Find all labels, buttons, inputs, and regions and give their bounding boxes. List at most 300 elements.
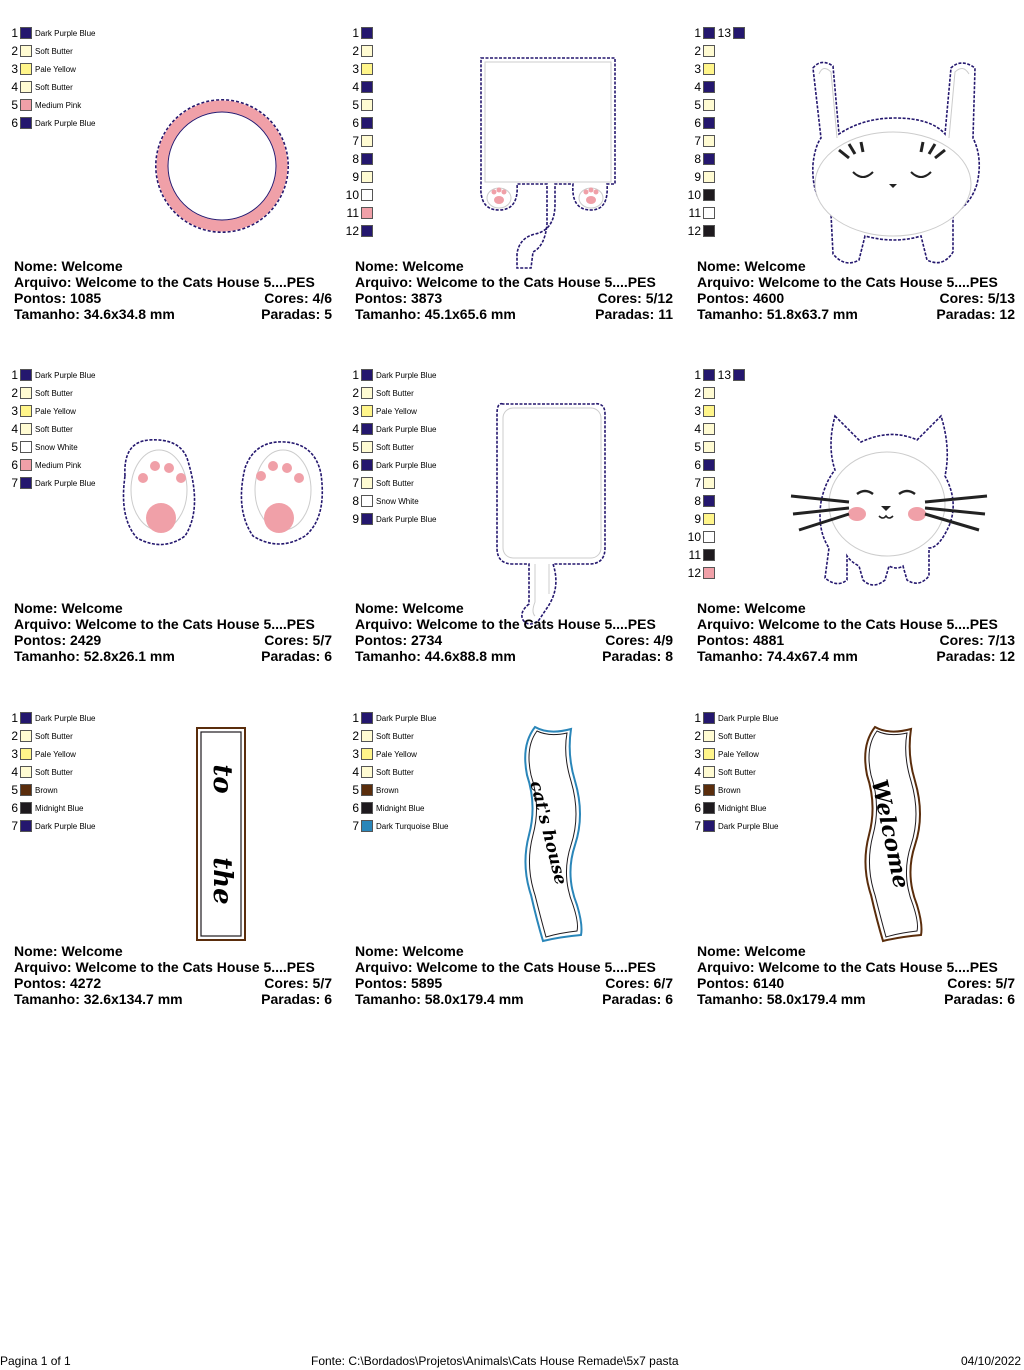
palette-row [0, 783, 58, 797]
design-name-label: Nome: [355, 600, 399, 616]
color-name: Medium Pink [35, 100, 82, 110]
color-name: Dark Purple Blue [35, 821, 96, 831]
palette-number: 3 [352, 747, 359, 761]
palette-number: 4 [11, 80, 18, 94]
color-swatch [20, 441, 32, 453]
palette-number: 5 [11, 440, 18, 454]
color-swatch [20, 477, 32, 489]
design-size-value: 74.4x67.4 mm [766, 648, 858, 664]
print-date: 04/10/2022 [961, 1354, 1022, 1368]
palette-row [341, 765, 414, 779]
palette-row [341, 188, 373, 202]
color-swatch [703, 766, 715, 778]
design-info [697, 258, 1015, 322]
color-count-label: Cores: [264, 632, 309, 648]
file-name-label: Arquivo: [355, 274, 413, 290]
color-swatch [703, 423, 715, 435]
palette-number: 7 [694, 819, 701, 833]
color-swatch [361, 63, 373, 75]
palette-number: 10 [687, 188, 701, 202]
stop-count-value: 5 [324, 306, 332, 322]
palette-number: 11 [688, 206, 701, 220]
palette-number: 13 [717, 26, 731, 40]
palette-number: 3 [11, 404, 18, 418]
design-name-label: Nome: [14, 943, 58, 959]
color-swatch [361, 117, 373, 129]
design-size-label: Tamanho: [355, 991, 421, 1007]
stitch-count-value: 2734 [411, 632, 443, 648]
color-swatch [361, 477, 373, 489]
info-row [355, 975, 673, 991]
info-row [14, 632, 332, 648]
color-name: Soft Butter [35, 767, 73, 777]
color-name: Dark Purple Blue [35, 370, 96, 380]
palette-row [341, 747, 417, 761]
color-swatch [361, 81, 373, 93]
color-swatch [20, 45, 32, 57]
welcome-banner-design [849, 725, 929, 943]
palette-number: 5 [694, 783, 701, 797]
stop-count-value: 12 [999, 306, 1015, 322]
design-size-label: Tamanho: [14, 648, 80, 664]
design-card [0, 26, 330, 356]
banner-text-welcome: Welcome [865, 777, 915, 891]
palette-number: 4 [11, 765, 18, 779]
color-count-label: Cores: [605, 632, 650, 648]
color-swatch [361, 748, 373, 760]
color-name: Soft Butter [35, 388, 73, 398]
design-name-label: Nome: [355, 943, 399, 959]
palette-row [683, 386, 715, 400]
color-count-value: 7/13 [987, 632, 1015, 648]
color-swatch [20, 405, 32, 417]
palette-number: 1 [352, 711, 359, 725]
palette-number: 13 [717, 368, 731, 382]
color-swatch [20, 820, 32, 832]
stitch-count-value: 4881 [753, 632, 785, 648]
design-name-label: Nome: [697, 258, 741, 274]
stop-count-value: 6 [665, 991, 673, 1007]
stop-count-value: 6 [324, 648, 332, 664]
palette-number: 8 [352, 152, 359, 166]
color-swatch [361, 712, 373, 724]
palette-row [341, 368, 436, 382]
palette-row [0, 440, 78, 454]
color-name: Dark Purple Blue [376, 713, 437, 723]
design-name-value: Welcome [61, 258, 123, 274]
palette-row [0, 80, 73, 94]
info-row [697, 975, 1015, 991]
palette-number: 5 [694, 440, 701, 454]
info-row [14, 600, 332, 616]
palette-row [683, 170, 715, 184]
palette-number: 4 [352, 765, 359, 779]
palette-number: 7 [352, 819, 359, 833]
stitch-count-label: Pontos: [355, 290, 408, 306]
color-name: Dark Purple Blue [376, 370, 437, 380]
color-swatch [703, 153, 715, 165]
palette-row [0, 98, 81, 112]
palette-number: 8 [694, 494, 701, 508]
palette-number: 3 [694, 747, 701, 761]
palette-number: 3 [694, 62, 701, 76]
palette-number: 5 [352, 783, 359, 797]
palette-row [341, 404, 417, 418]
color-swatch [20, 459, 32, 471]
palette-number: 1 [11, 368, 18, 382]
palette-row [683, 224, 715, 238]
info-row [14, 943, 332, 959]
stop-count-value: 12 [999, 648, 1015, 664]
info-row [355, 959, 673, 975]
design-card [0, 368, 330, 698]
stop-count-value: 11 [658, 306, 673, 322]
palette-row [683, 711, 778, 725]
design-size-label: Tamanho: [697, 306, 763, 322]
design-size-value: 58.0x179.4 mm [766, 991, 866, 1007]
design-name-value: Welcome [61, 600, 123, 616]
design-size-value: 51.8x63.7 mm [766, 306, 858, 322]
palette-row [683, 783, 741, 797]
design-size-label: Tamanho: [697, 648, 763, 664]
color-count-value: 5/12 [645, 290, 673, 306]
color-swatch [703, 99, 715, 111]
file-name-label: Arquivo: [14, 959, 72, 975]
palette-row [0, 747, 76, 761]
stitch-count-value: 6140 [753, 975, 785, 991]
color-swatch [361, 135, 373, 147]
palette-row [683, 819, 778, 833]
palette-row [341, 152, 373, 166]
palette-row [683, 98, 715, 112]
design-name-value: Welcome [402, 943, 464, 959]
stop-count-label: Paradas: [602, 991, 662, 1007]
design-name-label: Nome: [14, 258, 58, 274]
file-name-label: Arquivo: [355, 616, 413, 632]
file-name-value: Welcome to the Cats House 5....PES [416, 959, 656, 975]
stitch-count-label: Pontos: [355, 975, 408, 991]
palette-number: 2 [352, 729, 359, 743]
color-swatch [361, 171, 373, 183]
color-swatch [361, 513, 373, 525]
palette-number: 6 [352, 801, 359, 815]
palette-row [683, 422, 715, 436]
color-name: Soft Butter [35, 82, 73, 92]
design-size-label: Tamanho: [697, 991, 763, 1007]
palette-row [341, 62, 373, 76]
color-name: Dark Purple Blue [376, 514, 437, 524]
palette-number: 10 [345, 188, 359, 202]
palette-row [341, 386, 414, 400]
design-info [355, 258, 673, 322]
file-name-value: Welcome to the Cats House 5....PES [758, 274, 998, 290]
design-size-value: 58.0x179.4 mm [424, 991, 524, 1007]
palette-number: 3 [352, 404, 359, 418]
file-name-value: Welcome to the Cats House 5....PES [758, 959, 998, 975]
palette-row [683, 440, 715, 454]
palette-row [341, 476, 414, 490]
palette-number: 5 [11, 98, 18, 112]
palette-row [341, 134, 373, 148]
stop-count-label: Paradas: [595, 306, 655, 322]
palette-row [683, 729, 756, 743]
stop-count-label: Paradas: [936, 306, 996, 322]
color-name: Brown [718, 785, 741, 795]
color-swatch [703, 45, 715, 57]
design-card [0, 711, 330, 1041]
info-row [14, 290, 332, 306]
color-swatch [703, 784, 715, 796]
file-name-label: Arquivo: [14, 274, 72, 290]
palette-row [683, 476, 715, 490]
palette-number: 4 [694, 80, 701, 94]
palette-row [0, 711, 95, 725]
color-swatch [703, 513, 715, 525]
design-info [697, 943, 1015, 1007]
info-row [697, 258, 1015, 274]
color-swatch [361, 820, 373, 832]
color-swatch [20, 748, 32, 760]
palette-row [683, 404, 715, 418]
info-row [355, 274, 673, 290]
palette-row [683, 44, 715, 58]
stitch-count-label: Pontos: [14, 975, 67, 991]
palette-number: 11 [346, 206, 359, 220]
color-name: Soft Butter [376, 767, 414, 777]
design-info [355, 943, 673, 1007]
color-name: Pale Yellow [35, 64, 76, 74]
color-count-label: Cores: [947, 975, 992, 991]
stop-count-value: 8 [665, 648, 673, 664]
palette-row [341, 711, 436, 725]
palette-number: 5 [352, 98, 359, 112]
palette-row [683, 188, 715, 202]
color-swatch [703, 171, 715, 183]
palette-row [341, 26, 373, 40]
palette-row [683, 62, 715, 76]
palette-row [0, 44, 73, 58]
color-swatch [703, 441, 715, 453]
design-card [683, 711, 1013, 1041]
color-name: Soft Butter [376, 731, 414, 741]
color-count-value: 5/7 [312, 975, 332, 991]
file-name-value: Welcome to the Cats House 5....PES [416, 616, 656, 632]
color-count-label: Cores: [264, 975, 309, 991]
info-row [14, 959, 332, 975]
color-count-label: Cores: [597, 290, 642, 306]
info-row [697, 306, 1015, 322]
palette-number: 9 [352, 512, 359, 526]
info-row [355, 991, 673, 1007]
color-swatch [361, 784, 373, 796]
color-swatch [733, 369, 745, 381]
palette-number: 9 [694, 170, 701, 184]
palette-row [0, 404, 76, 418]
color-swatch [703, 802, 715, 814]
color-name: Soft Butter [35, 731, 73, 741]
design-name-label: Nome: [355, 258, 399, 274]
palette-row [341, 801, 424, 815]
design-info [14, 600, 332, 664]
stitch-count-value: 4272 [70, 975, 102, 991]
info-row [355, 290, 673, 306]
palette-number: 6 [352, 116, 359, 130]
banner-text-to: to [207, 764, 237, 794]
color-swatch [703, 63, 715, 75]
design-info [355, 600, 673, 664]
palette-number: 6 [11, 801, 18, 815]
color-count-value: 5/7 [312, 632, 332, 648]
palette-number: 7 [352, 476, 359, 490]
info-row [697, 600, 1015, 616]
design-size-label: Tamanho: [14, 306, 80, 322]
palette-number: 12 [345, 224, 359, 238]
color-name: Dark Purple Blue [35, 478, 96, 488]
palette-number: 7 [694, 134, 701, 148]
palette-number: 3 [11, 747, 18, 761]
palette-number: 2 [694, 729, 701, 743]
design-card [341, 26, 671, 356]
color-name: Brown [376, 785, 399, 795]
color-name: Pale Yellow [35, 406, 76, 416]
palette-number: 2 [11, 44, 18, 58]
palette-row [0, 819, 95, 833]
info-row [697, 991, 1015, 1007]
palette-row [683, 747, 759, 761]
color-count-value: 6/7 [653, 975, 673, 991]
color-count-label: Cores: [605, 975, 650, 991]
color-swatch [361, 441, 373, 453]
color-name: Dark Purple Blue [718, 713, 779, 723]
color-swatch [20, 27, 32, 39]
stitch-count-label: Pontos: [14, 632, 67, 648]
color-name: Pale Yellow [376, 406, 417, 416]
color-swatch [20, 423, 32, 435]
stop-count-value: 6 [1007, 991, 1015, 1007]
palette-row [683, 530, 715, 544]
color-swatch [20, 730, 32, 742]
info-row [355, 258, 673, 274]
color-name: Soft Butter [718, 731, 756, 741]
color-swatch [361, 387, 373, 399]
stop-count-label: Paradas: [261, 306, 321, 322]
info-row [14, 648, 332, 664]
palette-number: 5 [352, 440, 359, 454]
color-name: Dark Turquoise Blue [376, 821, 449, 831]
design-info [697, 600, 1015, 664]
color-swatch [20, 802, 32, 814]
palette-row [0, 458, 81, 472]
file-name-label: Arquivo: [14, 616, 72, 632]
palette-number: 11 [688, 548, 701, 562]
color-name: Medium Pink [35, 460, 82, 470]
palette-number: 10 [687, 530, 701, 544]
ring-design [140, 86, 290, 256]
palette-row [683, 26, 745, 40]
color-swatch [703, 495, 715, 507]
info-row [697, 648, 1015, 664]
stop-count-value: 6 [324, 991, 332, 1007]
color-name: Brown [35, 785, 58, 795]
color-swatch [703, 531, 715, 543]
color-name: Soft Butter [35, 46, 73, 56]
design-name-value: Welcome [402, 258, 464, 274]
color-name: Dark Purple Blue [376, 424, 437, 434]
info-row [355, 632, 673, 648]
palette-number: 2 [352, 44, 359, 58]
color-swatch [361, 459, 373, 471]
info-row [14, 306, 332, 322]
color-name: Dark Purple Blue [718, 821, 779, 831]
palette-row [341, 422, 436, 436]
info-row [14, 975, 332, 991]
color-count-value: 5/7 [995, 975, 1015, 991]
color-swatch [361, 730, 373, 742]
hanging-cat-back-design [471, 54, 631, 276]
palette-row [683, 116, 715, 130]
stitch-count-value: 2429 [70, 632, 102, 648]
stitch-count-value: 5895 [411, 975, 443, 991]
stop-count-label: Paradas: [261, 991, 321, 1007]
color-swatch [361, 766, 373, 778]
color-swatch [703, 81, 715, 93]
design-size-value: 52.8x26.1 mm [83, 648, 175, 664]
palette-number: 4 [11, 422, 18, 436]
design-name-value: Welcome [744, 943, 806, 959]
palette-row [0, 765, 73, 779]
color-count-label: Cores: [939, 632, 984, 648]
info-row [697, 943, 1015, 959]
color-name: Snow White [35, 442, 78, 452]
palette-row [341, 458, 436, 472]
palette-number: 1 [11, 26, 18, 40]
palette-row [341, 494, 419, 508]
design-name-label: Nome: [697, 600, 741, 616]
to-the-banner-design [196, 727, 246, 941]
stitch-count-value: 4600 [753, 290, 785, 306]
design-card [683, 26, 1013, 356]
cat-face-design [789, 398, 1004, 613]
design-name-label: Nome: [14, 600, 58, 616]
palette-row [341, 224, 373, 238]
color-name: Soft Butter [718, 767, 756, 777]
palette-number: 1 [694, 26, 701, 40]
info-row [14, 258, 332, 274]
palette-number: 2 [11, 386, 18, 400]
stitch-count-label: Pontos: [697, 975, 750, 991]
cat-arms-up-design [803, 54, 988, 276]
palette-row [341, 98, 373, 112]
design-card [683, 368, 1013, 698]
palette-number: 7 [11, 819, 18, 833]
color-name: Dark Purple Blue [35, 28, 96, 38]
color-name: Soft Butter [376, 478, 414, 488]
palette-row [683, 494, 715, 508]
color-swatch [20, 387, 32, 399]
stitch-count-label: Pontos: [697, 290, 750, 306]
design-size-value: 45.1x65.6 mm [424, 306, 516, 322]
color-swatch [361, 495, 373, 507]
color-count-label: Cores: [939, 290, 984, 306]
file-name-label: Arquivo: [355, 959, 413, 975]
color-swatch [703, 387, 715, 399]
color-swatch [20, 369, 32, 381]
design-name-value: Welcome [402, 600, 464, 616]
palette-number: 4 [694, 422, 701, 436]
palette-row [0, 476, 95, 490]
color-swatch [361, 225, 373, 237]
color-name: Pale Yellow [718, 749, 759, 759]
